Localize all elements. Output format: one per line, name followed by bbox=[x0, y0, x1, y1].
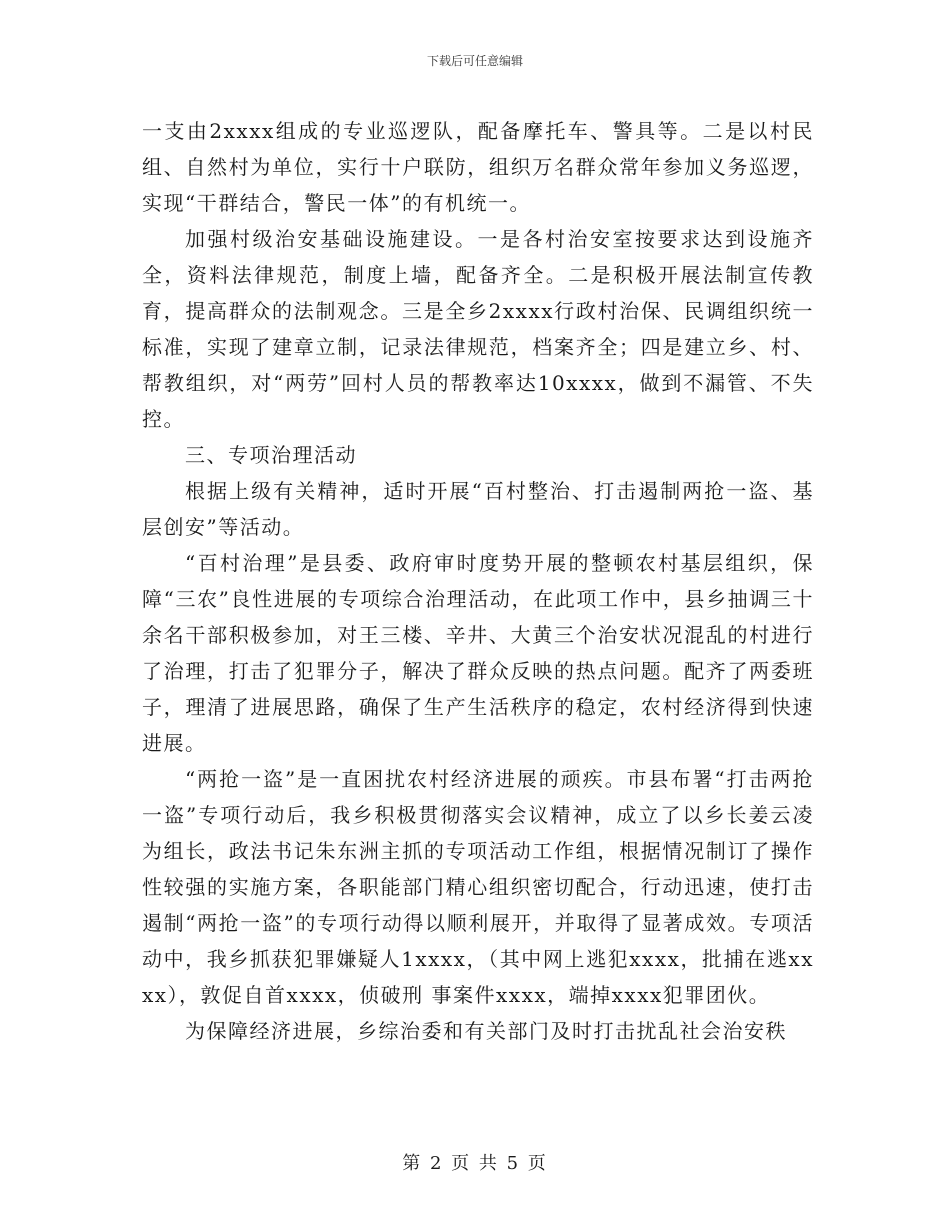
paragraph-1: 一支由2xxxx组成的专业巡逻队，配备摩托车、警具等。二是以村民组、自然村为单位，实行十户联防，组织万名群众常年参加义务巡逻，实现“干群结合，警民一体”的有机统一。 bbox=[142, 119, 814, 215]
paragraph-4: “百村治理”是县委、政府审时度势开展的整顿农村基层组织，保障“三农”良性进展的专项综合治理活动，在此项工作中，县乡抽调三十余名干部积极参加，对王三楼、辛井、大黄三个治安状况混乱的村进行了治理，打击了犯罪分子，解决了群众反映的热点问题。配齐了两委班子，理清了进展思路，确保了生产生活秩序的稳定，农村经济得到快速进展。 bbox=[142, 551, 814, 755]
paragraph-6: 为保障经济进展，乡综治委和有关部门及时打击扰乱社会治安秩 bbox=[185, 1019, 787, 1043]
document-body bbox=[142, 113, 814, 1049]
paragraph-5: “两抢一盗”是一直困扰农村经济进展的顽疾。市县布署“打击两抢一盗”专项行动后，我乡积极贯彻落实会议精神，成立了以乡长姜云凌为组长，政法书记朱东洲主抓的专项活动工作组，根据情况制订了操作性较强的实施方案，各职能部门精心组织密切配合，行动迅速，使打击遏制“两抢一盗”的专项行动得以顺利展开，并取得了显著成效。专项活动中，我乡抓获犯罪嫌疑人1xxxx，（其中网上逃犯xxxx，批捕在逃xxxx），敦促自首xxxx，侦破刑 事案件xxxx，端掉xxxx犯罪团伙。 bbox=[142, 767, 814, 1007]
page-number: 第 2 页 共 5 页 bbox=[402, 1153, 548, 1174]
page-header: 下载后可任意编辑 bbox=[426, 54, 523, 68]
section-heading: 三、专项治理活动 bbox=[185, 443, 357, 467]
paragraph-3: 根据上级有关精神，适时开展“百村整治、打击遏制两抢一盗、基层创安”等活动。 bbox=[142, 479, 814, 539]
paragraph-2: 加强村级治安基础设施建设。一是各村治安室按要求达到设施齐全，资料法律规范，制度上墙，配备齐全。二是积极开展法制宣传教育，提高群众的法制观念。三是全乡2xxxx行政村治保、民调组织统一标准，实现了建章立制，记录法律规范，档案齐全；四是建立乡、村、帮教组织，对“两劳”回村人员的帮教率达10xxxx，做到不漏管、不失控。 bbox=[142, 227, 814, 431]
